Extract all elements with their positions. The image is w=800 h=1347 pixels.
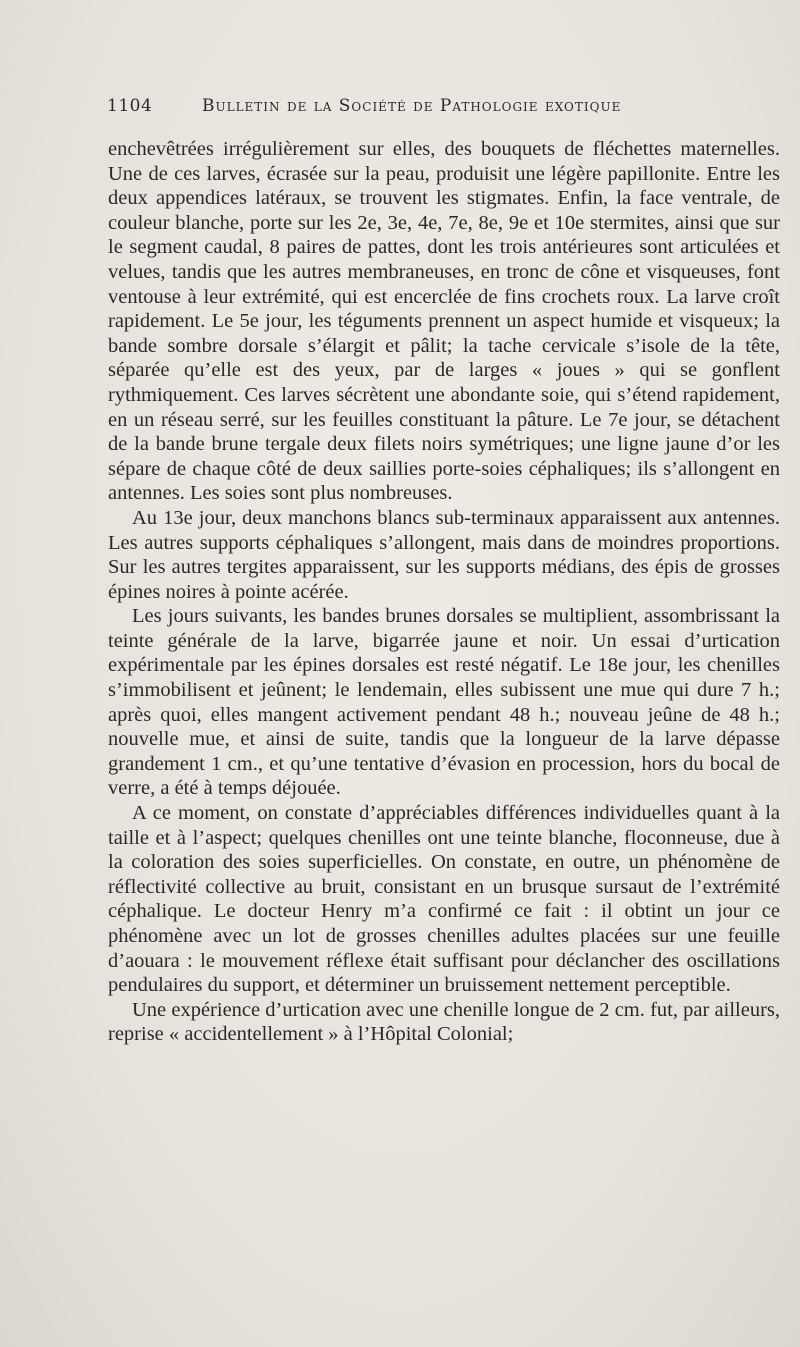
- body-text: [108, 137, 780, 1047]
- paragraph: enchevêtrées irrégulièrement sur elles, des bouquets de fléchettes maternelles. Une de ces larves, écrasée sur la peau, produisit une légère papillonite. Entre les deux appendices latéraux, se trouvent les stigmates. Enfin, la face ventrale, de couleur blanche, porte sur les 2e, 3e, 4e, 7e, 8e, 9e et 10e stermites, ainsi que sur le segment caudal, 8 paires de pattes, dont les trois antérieures sont articulées et velues, tandis que les autres membraneuses, en tronc de cône et visqueuses, font ventouse à leur extrémité, qui est encerclée de fins crochets roux. La larve croît rapidement. Le 5e jour, les téguments prennent un aspect humide et visqueux; la bande sombre dorsale s’élargit et pâlit; la tache cervicale s’isole de la tête, séparée qu’elle est des yeux, par de larges « joues » qui se gonflent rythmiquement. Ces larves sécrètent une abondante soie, qui s’étend rapidement, en un réseau serré, sur les feuilles constituant la pâture. Le 7e jour, se détachent de la bande brune tergale deux filets noirs symétriques; une ligne jaune d’or les sépare de chaque côté de deux saillies porte-soies céphaliques; ils s’allongent en antennes. Les soies sont plus nombreuses.: [108, 138, 780, 505]
- page-number: 1104: [107, 96, 153, 116]
- running-title: Bulletin de la Société de Pathologie exotique: [202, 96, 622, 116]
- paragraph: Les jours suivants, les bandes brunes dorsales se multiplient, assombrissant la teinte générale de la larve, bigarrée jaune et noir. Un essai d’urtication expérimentale par les épines dorsales est resté négatif. Le 18e jour, les chenilles s’immobilisent et jeûnent; le lendemain, elles subissent une mue qui dure 7 h.; après quoi, elles mangent activement pendant 48 h.; nouveau jeûne de 48 h.; nouvelle mue, et ainsi de suite, tandis que la longueur de la larve dépasse grandement 1 cm., et qu’une tentative d’évasion en procession, hors du bocal de verre, a été à temps déjouée.: [108, 605, 780, 800]
- paragraph: Au 13e jour, deux manchons blancs sub-terminaux apparaissent aux antennes. Les autres supports céphaliques s’allongent, mais dans de moindres proportions. Sur les autres tergites apparaissent, sur les supports médians, des épis de grosses épines noires à pointe acérée.: [108, 506, 780, 603]
- paragraph: Une expérience d’urtication avec une chenille longue de 2 cm. fut, par ailleurs, reprise « accidentellement » à l’Hôpital Colonial;: [108, 998, 780, 1046]
- paragraph: A ce moment, on constate d’appréciables différences individuelles quant à la taille et à l’aspect; quelques chenilles ont une teinte blanche, floconneuse, due à la coloration des soies superficielles. On constate, en outre, un phénomène de réflectivité collective au bruit, consistant en un brusque sursaut de l’extrémité céphalique. Le docteur Henry m’a confirmé ce fait : il obtint un jour ce phénomène avec un lot de grosses chenilles adultes placées sur une feuille d’aouara : le mouvement réflexe était suffisant pour déclancher des oscillations pendulaires du support, et déterminer un bruissement nettement perceptible.: [108, 802, 780, 997]
